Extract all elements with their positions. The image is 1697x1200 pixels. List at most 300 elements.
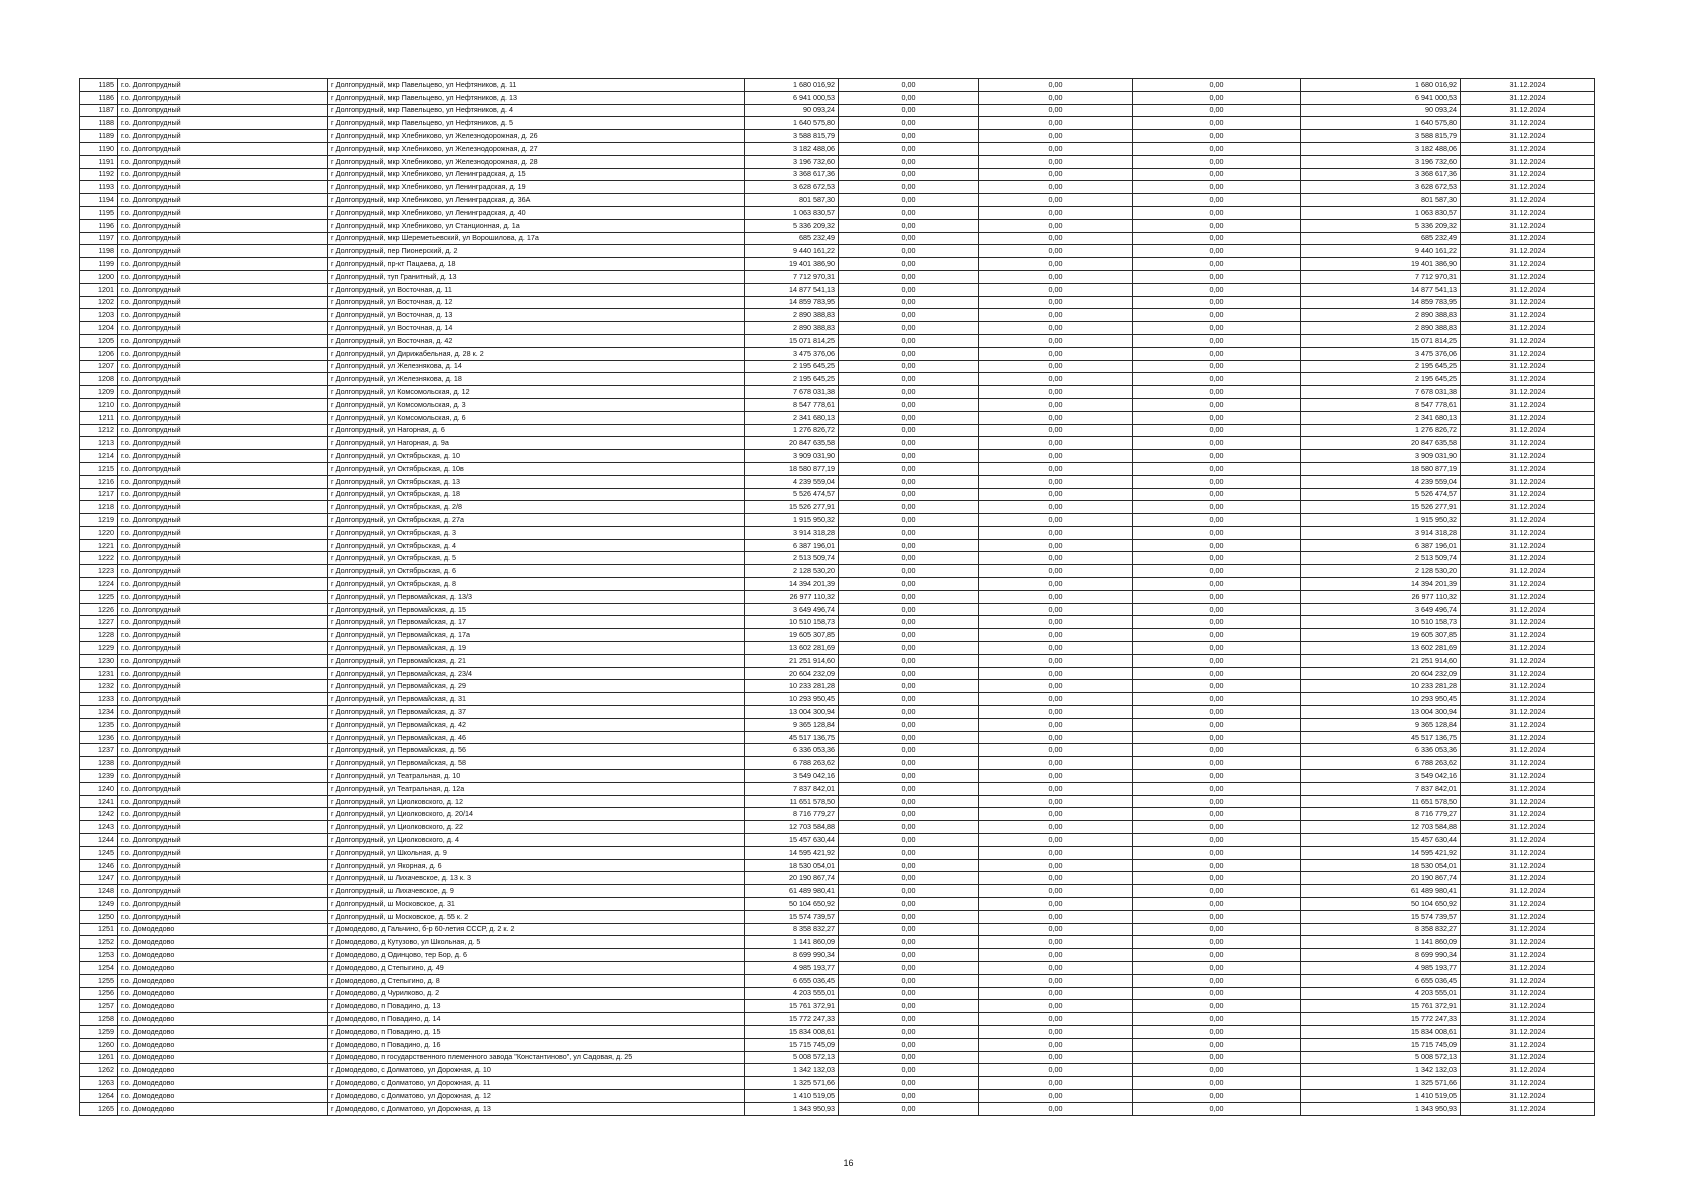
cell-municipality: г.о. Долгопрудный xyxy=(118,667,328,680)
cell-value-2: 0,00 xyxy=(979,373,1133,386)
cell-amount: 1 343 950,93 xyxy=(745,1102,839,1115)
cell-row-number: 1216 xyxy=(80,475,118,488)
cell-value-3: 0,00 xyxy=(1133,770,1301,783)
cell-address: г Долгопрудный, ул Восточная, д. 13 xyxy=(328,309,745,322)
cell-row-number: 1210 xyxy=(80,398,118,411)
cell-value-2: 0,00 xyxy=(979,526,1133,539)
cell-value-2: 0,00 xyxy=(979,590,1133,603)
cell-total: 685 232,49 xyxy=(1301,232,1461,245)
cell-address: г Долгопрудный, ул Октябрьская, д. 10в xyxy=(328,462,745,475)
cell-amount: 14 394 201,39 xyxy=(745,578,839,591)
cell-address: г Долгопрудный, мкр Хлебниково, ул Ленинградская, д. 36А xyxy=(328,194,745,207)
cell-row-number: 1226 xyxy=(80,603,118,616)
cell-date: 31.12.2024 xyxy=(1461,923,1595,936)
cell-amount: 8 358 832,27 xyxy=(745,923,839,936)
cell-date: 31.12.2024 xyxy=(1461,910,1595,923)
cell-value-3: 0,00 xyxy=(1133,731,1301,744)
cell-total: 19 605 307,85 xyxy=(1301,629,1461,642)
cell-value-1: 0,00 xyxy=(839,206,979,219)
cell-amount: 7 678 031,38 xyxy=(745,386,839,399)
cell-value-2: 0,00 xyxy=(979,411,1133,424)
cell-value-2: 0,00 xyxy=(979,283,1133,296)
cell-amount: 1 276 826,72 xyxy=(745,424,839,437)
table-row xyxy=(80,782,1595,795)
cell-total: 6 941 000,53 xyxy=(1301,91,1461,104)
table-row xyxy=(80,898,1595,911)
table-row xyxy=(80,757,1595,770)
cell-date: 31.12.2024 xyxy=(1461,309,1595,322)
cell-address: г Домодедово, п Повадино, д. 15 xyxy=(328,1025,745,1038)
cell-address: г Долгопрудный, пр-кт Пацаева, д. 18 xyxy=(328,258,745,271)
cell-amount: 9 365 128,84 xyxy=(745,718,839,731)
cell-row-number: 1236 xyxy=(80,731,118,744)
cell-value-3: 0,00 xyxy=(1133,949,1301,962)
cell-date: 31.12.2024 xyxy=(1461,1102,1595,1115)
cell-municipality: г.о. Долгопрудный xyxy=(118,411,328,424)
cell-row-number: 1188 xyxy=(80,117,118,130)
cell-value-2: 0,00 xyxy=(979,309,1133,322)
cell-date: 31.12.2024 xyxy=(1461,1064,1595,1077)
cell-total: 3 196 732,60 xyxy=(1301,155,1461,168)
cell-value-3: 0,00 xyxy=(1133,386,1301,399)
cell-row-number: 1205 xyxy=(80,334,118,347)
cell-address: г Долгопрудный, ул Первомайская, д. 42 xyxy=(328,718,745,731)
cell-row-number: 1241 xyxy=(80,795,118,808)
cell-municipality: г.о. Долгопрудный xyxy=(118,130,328,143)
cell-value-2: 0,00 xyxy=(979,79,1133,92)
cell-value-3: 0,00 xyxy=(1133,859,1301,872)
cell-row-number: 1254 xyxy=(80,961,118,974)
cell-row-number: 1262 xyxy=(80,1064,118,1077)
cell-address: г Домодедово, с Долматово, ул Дорожная, д. 10 xyxy=(328,1064,745,1077)
cell-amount: 6 336 053,36 xyxy=(745,744,839,757)
cell-total: 2 890 388,83 xyxy=(1301,309,1461,322)
cell-row-number: 1224 xyxy=(80,578,118,591)
cell-value-3: 0,00 xyxy=(1133,130,1301,143)
cell-total: 3 909 031,90 xyxy=(1301,450,1461,463)
cell-municipality: г.о. Долгопрудный xyxy=(118,347,328,360)
cell-date: 31.12.2024 xyxy=(1461,1089,1595,1102)
cell-value-3: 0,00 xyxy=(1133,219,1301,232)
cell-value-3: 0,00 xyxy=(1133,322,1301,335)
table-row xyxy=(80,526,1595,539)
cell-amount: 15 574 739,57 xyxy=(745,910,839,923)
cell-amount: 8 716 779,27 xyxy=(745,808,839,821)
cell-value-3: 0,00 xyxy=(1133,245,1301,258)
cell-date: 31.12.2024 xyxy=(1461,206,1595,219)
cell-row-number: 1203 xyxy=(80,309,118,322)
cell-value-1: 0,00 xyxy=(839,398,979,411)
cell-amount: 2 341 680,13 xyxy=(745,411,839,424)
cell-row-number: 1217 xyxy=(80,488,118,501)
cell-municipality: г.о. Долгопрудный xyxy=(118,526,328,539)
cell-value-2: 0,00 xyxy=(979,450,1133,463)
cell-total: 14 595 421,92 xyxy=(1301,846,1461,859)
cell-value-3: 0,00 xyxy=(1133,923,1301,936)
cell-row-number: 1246 xyxy=(80,859,118,872)
cell-value-1: 0,00 xyxy=(839,309,979,322)
cell-date: 31.12.2024 xyxy=(1461,1025,1595,1038)
cell-total: 5 336 209,32 xyxy=(1301,219,1461,232)
cell-total: 9 365 128,84 xyxy=(1301,718,1461,731)
cell-municipality: г.о. Долгопрудный xyxy=(118,334,328,347)
cell-row-number: 1253 xyxy=(80,949,118,962)
cell-row-number: 1218 xyxy=(80,501,118,514)
cell-value-1: 0,00 xyxy=(839,808,979,821)
cell-row-number: 1255 xyxy=(80,974,118,987)
cell-date: 31.12.2024 xyxy=(1461,603,1595,616)
table-row xyxy=(80,258,1595,271)
table-row xyxy=(80,373,1595,386)
cell-value-2: 0,00 xyxy=(979,910,1133,923)
table-row xyxy=(80,1000,1595,1013)
cell-municipality: г.о. Долгопрудный xyxy=(118,680,328,693)
cell-total: 14 859 783,95 xyxy=(1301,296,1461,309)
cell-date: 31.12.2024 xyxy=(1461,501,1595,514)
cell-value-2: 0,00 xyxy=(979,885,1133,898)
table-row xyxy=(80,450,1595,463)
cell-address: г Долгопрудный, мкр Хлебниково, ул Ленинградская, д. 40 xyxy=(328,206,745,219)
cell-address: г Долгопрудный, ш Московское, д. 55 к. 2 xyxy=(328,910,745,923)
cell-municipality: г.о. Долгопрудный xyxy=(118,450,328,463)
table-row xyxy=(80,488,1595,501)
table-row xyxy=(80,565,1595,578)
cell-row-number: 1229 xyxy=(80,642,118,655)
cell-total: 1 680 016,92 xyxy=(1301,79,1461,92)
cell-municipality: г.о. Домодедово xyxy=(118,1038,328,1051)
cell-total: 20 190 867,74 xyxy=(1301,872,1461,885)
cell-date: 31.12.2024 xyxy=(1461,590,1595,603)
cell-value-2: 0,00 xyxy=(979,539,1133,552)
cell-value-2: 0,00 xyxy=(979,667,1133,680)
table-row xyxy=(80,347,1595,360)
cell-total: 4 985 193,77 xyxy=(1301,961,1461,974)
cell-value-1: 0,00 xyxy=(839,104,979,117)
cell-amount: 10 233 281,28 xyxy=(745,680,839,693)
cell-row-number: 1237 xyxy=(80,744,118,757)
cell-municipality: г.о. Долгопрудный xyxy=(118,706,328,719)
cell-amount: 20 847 635,58 xyxy=(745,437,839,450)
cell-value-3: 0,00 xyxy=(1133,232,1301,245)
cell-date: 31.12.2024 xyxy=(1461,296,1595,309)
table-row xyxy=(80,859,1595,872)
cell-amount: 2 195 645,25 xyxy=(745,373,839,386)
cell-value-2: 0,00 xyxy=(979,181,1133,194)
cell-value-1: 0,00 xyxy=(839,770,979,783)
table-row xyxy=(80,501,1595,514)
cell-amount: 45 517 136,75 xyxy=(745,731,839,744)
cell-amount: 1 680 016,92 xyxy=(745,79,839,92)
cell-address: г Домодедово, д Гальчино, б-р 60-летия СССР, д. 2 к. 2 xyxy=(328,923,745,936)
cell-address: г Домодедово, п Повадино, д. 13 xyxy=(328,1000,745,1013)
cell-value-1: 0,00 xyxy=(839,744,979,757)
cell-row-number: 1222 xyxy=(80,552,118,565)
cell-address: г Долгопрудный, ул Восточная, д. 11 xyxy=(328,283,745,296)
cell-address: г Долгопрудный, ул Школьная, д. 9 xyxy=(328,846,745,859)
cell-address: г Долгопрудный, ул Первомайская, д. 29 xyxy=(328,680,745,693)
cell-row-number: 1240 xyxy=(80,782,118,795)
cell-address: г Долгопрудный, ул Нагорная, д. 6 xyxy=(328,424,745,437)
table-row xyxy=(80,437,1595,450)
cell-amount: 50 104 650,92 xyxy=(745,898,839,911)
cell-total: 8 716 779,27 xyxy=(1301,808,1461,821)
cell-address: г Долгопрудный, ул Октябрьская, д. 3 xyxy=(328,526,745,539)
cell-municipality: г.о. Домодедово xyxy=(118,1000,328,1013)
table-row xyxy=(80,130,1595,143)
cell-value-3: 0,00 xyxy=(1133,846,1301,859)
cell-date: 31.12.2024 xyxy=(1461,961,1595,974)
cell-value-1: 0,00 xyxy=(839,910,979,923)
cell-address: г Долгопрудный, ул Первомайская, д. 17 xyxy=(328,616,745,629)
cell-total: 2 128 530,20 xyxy=(1301,565,1461,578)
cell-value-2: 0,00 xyxy=(979,219,1133,232)
cell-value-3: 0,00 xyxy=(1133,270,1301,283)
cell-date: 31.12.2024 xyxy=(1461,578,1595,591)
cell-value-3: 0,00 xyxy=(1133,565,1301,578)
cell-municipality: г.о. Домодедово xyxy=(118,974,328,987)
cell-total: 15 071 814,25 xyxy=(1301,334,1461,347)
cell-date: 31.12.2024 xyxy=(1461,283,1595,296)
cell-value-2: 0,00 xyxy=(979,974,1133,987)
cell-municipality: г.о. Домодедово xyxy=(118,1089,328,1102)
table-row xyxy=(80,795,1595,808)
cell-value-2: 0,00 xyxy=(979,424,1133,437)
cell-value-3: 0,00 xyxy=(1133,462,1301,475)
cell-value-2: 0,00 xyxy=(979,232,1133,245)
cell-value-2: 0,00 xyxy=(979,834,1133,847)
cell-value-2: 0,00 xyxy=(979,770,1133,783)
cell-address: г Домодедово, с Долматово, ул Дорожная, д. 12 xyxy=(328,1089,745,1102)
table-row xyxy=(80,693,1595,706)
cell-date: 31.12.2024 xyxy=(1461,437,1595,450)
cell-value-2: 0,00 xyxy=(979,270,1133,283)
cell-value-2: 0,00 xyxy=(979,398,1133,411)
cell-municipality: г.о. Долгопрудный xyxy=(118,565,328,578)
cell-row-number: 1248 xyxy=(80,885,118,898)
cell-value-2: 0,00 xyxy=(979,142,1133,155)
cell-municipality: г.о. Долгопрудный xyxy=(118,603,328,616)
cell-value-3: 0,00 xyxy=(1133,693,1301,706)
table-row xyxy=(80,462,1595,475)
cell-total: 3 182 488,06 xyxy=(1301,142,1461,155)
cell-date: 31.12.2024 xyxy=(1461,258,1595,271)
cell-row-number: 1247 xyxy=(80,872,118,885)
cell-amount: 13 602 281,69 xyxy=(745,642,839,655)
cell-value-1: 0,00 xyxy=(839,373,979,386)
cell-municipality: г.о. Домодедово xyxy=(118,936,328,949)
cell-row-number: 1215 xyxy=(80,462,118,475)
cell-municipality: г.о. Долгопрудный xyxy=(118,782,328,795)
cell-value-1: 0,00 xyxy=(839,731,979,744)
cell-date: 31.12.2024 xyxy=(1461,987,1595,1000)
cell-value-1: 0,00 xyxy=(839,155,979,168)
cell-date: 31.12.2024 xyxy=(1461,270,1595,283)
cell-row-number: 1256 xyxy=(80,987,118,1000)
cell-total: 11 651 578,50 xyxy=(1301,795,1461,808)
cell-total: 21 251 914,60 xyxy=(1301,654,1461,667)
cell-address: г Долгопрудный, ул Октябрьская, д. 13 xyxy=(328,475,745,488)
cell-address: г Долгопрудный, ул Октябрьская, д. 18 xyxy=(328,488,745,501)
cell-amount: 5 526 474,57 xyxy=(745,488,839,501)
cell-total: 1 141 860,09 xyxy=(1301,936,1461,949)
cell-row-number: 1190 xyxy=(80,142,118,155)
cell-date: 31.12.2024 xyxy=(1461,718,1595,731)
cell-amount: 3 914 318,28 xyxy=(745,526,839,539)
cell-date: 31.12.2024 xyxy=(1461,360,1595,373)
cell-value-3: 0,00 xyxy=(1133,1025,1301,1038)
cell-total: 10 233 281,28 xyxy=(1301,680,1461,693)
cell-amount: 685 232,49 xyxy=(745,232,839,245)
cell-value-3: 0,00 xyxy=(1133,360,1301,373)
cell-amount: 12 703 584,88 xyxy=(745,821,839,834)
cell-total: 2 890 388,83 xyxy=(1301,322,1461,335)
cell-value-1: 0,00 xyxy=(839,1089,979,1102)
cell-date: 31.12.2024 xyxy=(1461,117,1595,130)
cell-total: 15 761 372,91 xyxy=(1301,1000,1461,1013)
cell-row-number: 1198 xyxy=(80,245,118,258)
cell-date: 31.12.2024 xyxy=(1461,539,1595,552)
cell-date: 31.12.2024 xyxy=(1461,693,1595,706)
table-row xyxy=(80,181,1595,194)
cell-value-1: 0,00 xyxy=(839,565,979,578)
cell-total: 18 580 877,19 xyxy=(1301,462,1461,475)
cell-value-2: 0,00 xyxy=(979,642,1133,655)
cell-address: г Долгопрудный, ул Циолковского, д. 22 xyxy=(328,821,745,834)
cell-address: г Долгопрудный, ш Лихачевское, д. 9 xyxy=(328,885,745,898)
cell-value-2: 0,00 xyxy=(979,1038,1133,1051)
cell-value-1: 0,00 xyxy=(839,283,979,296)
cell-address: г Долгопрудный, ул Первомайская, д. 17а xyxy=(328,629,745,642)
cell-value-3: 0,00 xyxy=(1133,1013,1301,1026)
cell-value-1: 0,00 xyxy=(839,885,979,898)
cell-row-number: 1238 xyxy=(80,757,118,770)
table-row xyxy=(80,194,1595,207)
cell-value-3: 0,00 xyxy=(1133,578,1301,591)
cell-value-3: 0,00 xyxy=(1133,898,1301,911)
cell-value-2: 0,00 xyxy=(979,578,1133,591)
cell-value-3: 0,00 xyxy=(1133,398,1301,411)
cell-address: г Долгопрудный, ул Железнякова, д. 18 xyxy=(328,373,745,386)
cell-amount: 14 595 421,92 xyxy=(745,846,839,859)
cell-address: г Долгопрудный, ул Первомайская, д. 31 xyxy=(328,693,745,706)
cell-value-3: 0,00 xyxy=(1133,206,1301,219)
cell-address: г Долгопрудный, пер Пионерский, д. 2 xyxy=(328,245,745,258)
cell-total: 1 410 519,05 xyxy=(1301,1089,1461,1102)
cell-value-2: 0,00 xyxy=(979,680,1133,693)
cell-value-3: 0,00 xyxy=(1133,936,1301,949)
cell-date: 31.12.2024 xyxy=(1461,79,1595,92)
cell-date: 31.12.2024 xyxy=(1461,322,1595,335)
cell-value-2: 0,00 xyxy=(979,130,1133,143)
cell-date: 31.12.2024 xyxy=(1461,488,1595,501)
cell-amount: 4 985 193,77 xyxy=(745,961,839,974)
cell-amount: 2 890 388,83 xyxy=(745,309,839,322)
table-row xyxy=(80,846,1595,859)
cell-value-2: 0,00 xyxy=(979,104,1133,117)
cell-municipality: г.о. Долгопрудный xyxy=(118,629,328,642)
cell-value-2: 0,00 xyxy=(979,475,1133,488)
cell-address: г Домодедово, д Кутузово, ул Школьная, д. 5 xyxy=(328,936,745,949)
cell-value-1: 0,00 xyxy=(839,706,979,719)
cell-amount: 21 251 914,60 xyxy=(745,654,839,667)
table-row xyxy=(80,885,1595,898)
cell-value-3: 0,00 xyxy=(1133,706,1301,719)
cell-municipality: г.о. Долгопрудный xyxy=(118,155,328,168)
cell-row-number: 1204 xyxy=(80,322,118,335)
cell-address: г Долгопрудный, ул Театральная, д. 10 xyxy=(328,770,745,783)
cell-address: г Долгопрудный, ул Восточная, д. 14 xyxy=(328,322,745,335)
cell-value-1: 0,00 xyxy=(839,552,979,565)
cell-value-3: 0,00 xyxy=(1133,539,1301,552)
cell-date: 31.12.2024 xyxy=(1461,680,1595,693)
table-row xyxy=(80,79,1595,92)
cell-date: 31.12.2024 xyxy=(1461,194,1595,207)
cell-value-2: 0,00 xyxy=(979,296,1133,309)
cell-address: г Долгопрудный, мкр Хлебниково, ул Ленинградская, д. 19 xyxy=(328,181,745,194)
cell-row-number: 1231 xyxy=(80,667,118,680)
cell-value-2: 0,00 xyxy=(979,565,1133,578)
cell-row-number: 1212 xyxy=(80,424,118,437)
cell-value-1: 0,00 xyxy=(839,1102,979,1115)
cell-amount: 6 788 263,62 xyxy=(745,757,839,770)
cell-amount: 18 530 054,01 xyxy=(745,859,839,872)
cell-row-number: 1208 xyxy=(80,373,118,386)
cell-value-1: 0,00 xyxy=(839,526,979,539)
cell-row-number: 1249 xyxy=(80,898,118,911)
cell-address: г Долгопрудный, мкр Хлебниково, ул Станционная, д. 1а xyxy=(328,219,745,232)
table-row xyxy=(80,270,1595,283)
cell-value-3: 0,00 xyxy=(1133,79,1301,92)
cell-row-number: 1209 xyxy=(80,386,118,399)
table-row xyxy=(80,616,1595,629)
cell-value-3: 0,00 xyxy=(1133,514,1301,527)
cell-value-2: 0,00 xyxy=(979,334,1133,347)
cell-value-1: 0,00 xyxy=(839,462,979,475)
cell-total: 2 341 680,13 xyxy=(1301,411,1461,424)
cell-value-2: 0,00 xyxy=(979,872,1133,885)
cell-value-3: 0,00 xyxy=(1133,1064,1301,1077)
cell-date: 31.12.2024 xyxy=(1461,744,1595,757)
cell-value-3: 0,00 xyxy=(1133,117,1301,130)
cell-value-1: 0,00 xyxy=(839,130,979,143)
cell-municipality: г.о. Долгопрудный xyxy=(118,488,328,501)
cell-value-1: 0,00 xyxy=(839,386,979,399)
cell-value-1: 0,00 xyxy=(839,437,979,450)
cell-value-1: 0,00 xyxy=(839,360,979,373)
cell-value-2: 0,00 xyxy=(979,462,1133,475)
cell-value-2: 0,00 xyxy=(979,936,1133,949)
cell-value-1: 0,00 xyxy=(839,718,979,731)
cell-date: 31.12.2024 xyxy=(1461,462,1595,475)
cell-value-3: 0,00 xyxy=(1133,475,1301,488)
cell-value-2: 0,00 xyxy=(979,654,1133,667)
table-row xyxy=(80,245,1595,258)
cell-row-number: 1234 xyxy=(80,706,118,719)
cell-value-1: 0,00 xyxy=(839,501,979,514)
cell-date: 31.12.2024 xyxy=(1461,654,1595,667)
cell-municipality: г.о. Долгопрудный xyxy=(118,846,328,859)
cell-municipality: г.о. Домодедово xyxy=(118,987,328,1000)
cell-address: г Долгопрудный, ул Первомайская, д. 58 xyxy=(328,757,745,770)
cell-value-1: 0,00 xyxy=(839,782,979,795)
cell-municipality: г.о. Долгопрудный xyxy=(118,322,328,335)
cell-total: 15 772 247,33 xyxy=(1301,1013,1461,1026)
cell-value-3: 0,00 xyxy=(1133,590,1301,603)
cell-municipality: г.о. Долгопрудный xyxy=(118,808,328,821)
cell-value-3: 0,00 xyxy=(1133,1038,1301,1051)
cell-date: 31.12.2024 xyxy=(1461,475,1595,488)
cell-total: 6 336 053,36 xyxy=(1301,744,1461,757)
